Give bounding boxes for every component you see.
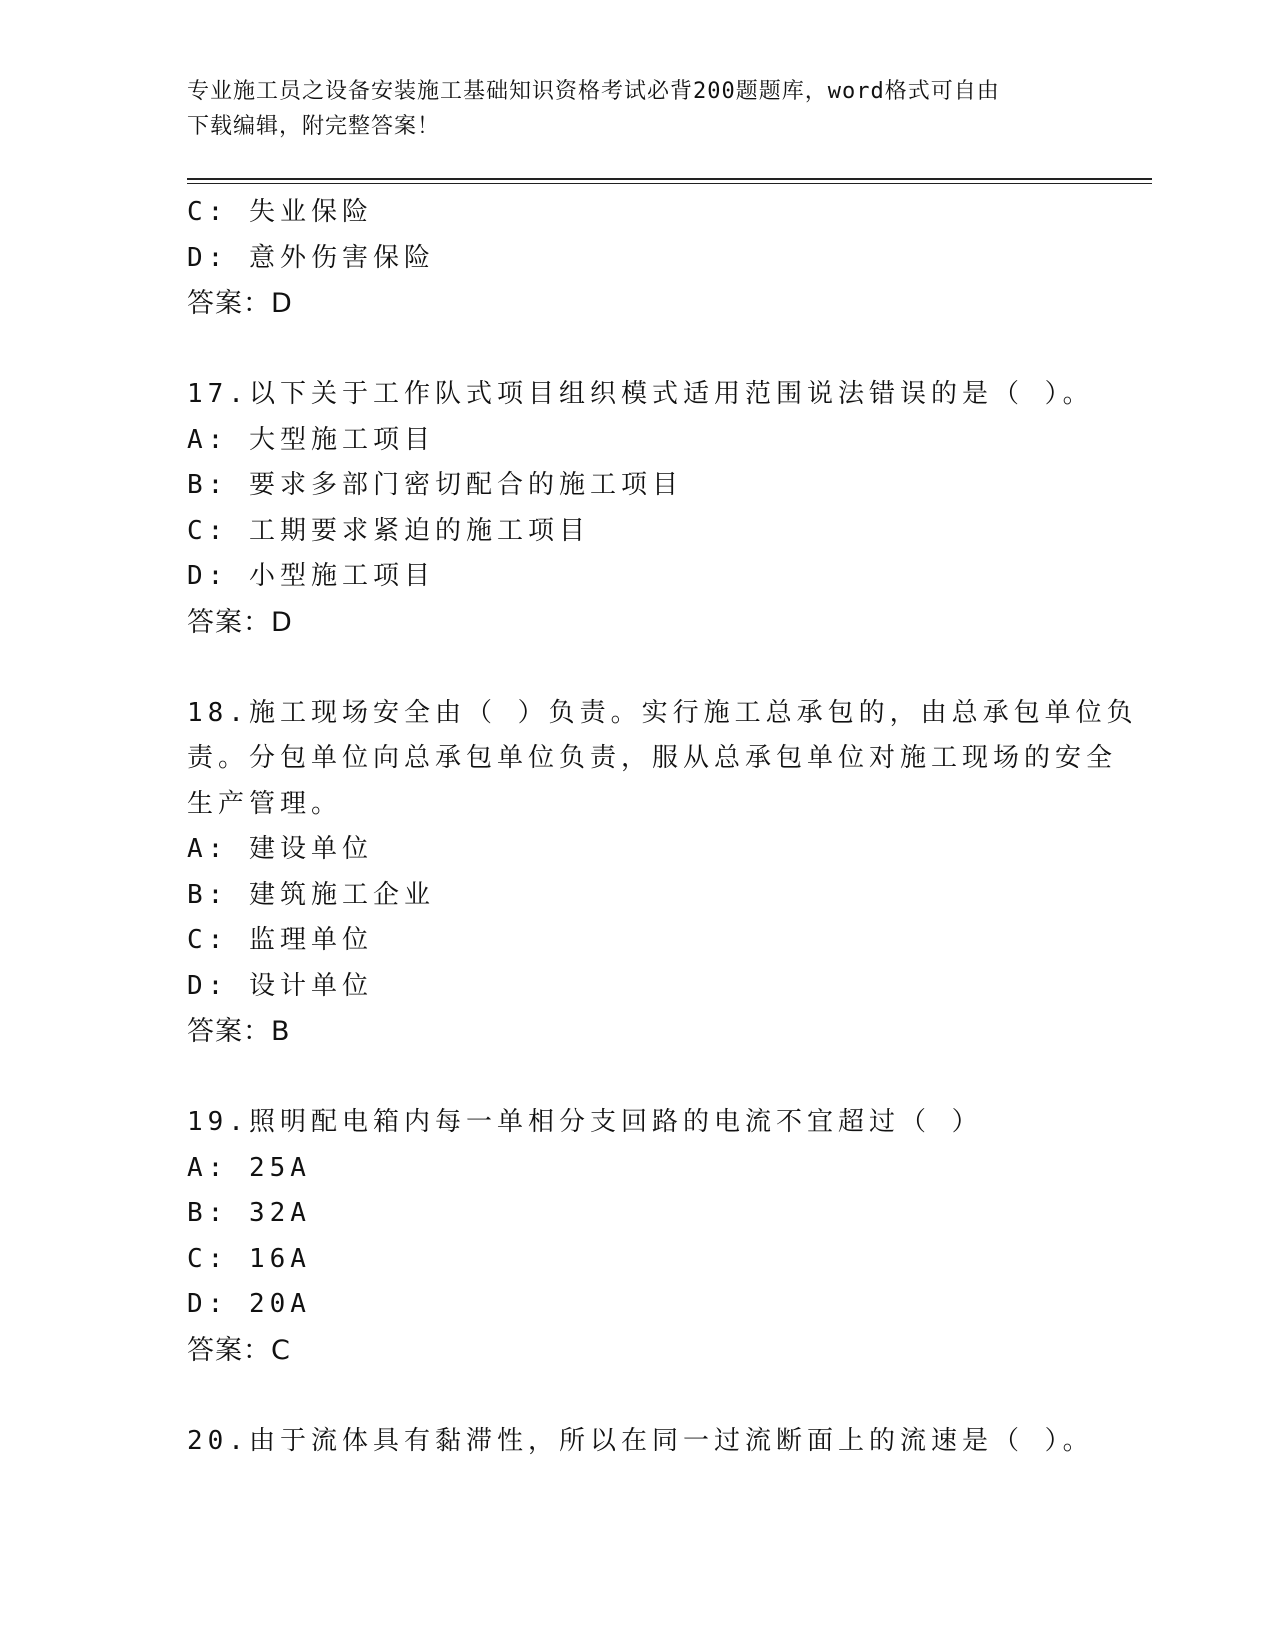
question-stem: 18.施工现场安全由（ ）负责。实行施工总承包的，由总承包单位负	[187, 697, 1138, 728]
option-a: A: 25A	[187, 1152, 311, 1183]
question-20	[187, 1419, 1094, 1465]
continued-question	[187, 190, 1067, 327]
question-stem: 生产管理。	[187, 788, 343, 819]
question-content	[187, 190, 1138, 1464]
option-c: C: 16A	[187, 1243, 311, 1274]
spacer	[187, 1055, 1067, 1101]
option-b: B: 要求多部门密切配合的施工项目	[187, 470, 683, 500]
spacer	[187, 327, 1067, 373]
question-stem: 17.以下关于工作队式项目组织模式适用范围说法错误的是（ ）。	[187, 379, 1094, 409]
header-line-2: 下载编辑，附完整答案！	[187, 114, 441, 139]
spacer	[187, 1373, 1067, 1419]
option-c: C: 监理单位	[187, 925, 373, 955]
option-a: A: 建设单位	[187, 834, 373, 864]
header-line-1: 专业施工员之设备安装施工基础知识资格考试必背200题题库，word格式可自由	[187, 79, 1000, 104]
option-c: C: 失业保险	[187, 197, 373, 227]
option-d: D: 设计单位	[187, 970, 373, 1001]
option-c: C: 工期要求紧迫的施工项目	[187, 515, 590, 546]
document-header	[187, 74, 1067, 144]
question-stem: 责。分包单位向总承包单位负责，服从总承包单位对施工现场的安全	[187, 743, 1118, 773]
header-rule-thin	[187, 183, 1152, 184]
question-19	[187, 1100, 1067, 1373]
option-b: B: 32A	[187, 1198, 311, 1228]
option-d: D: 20A	[187, 1289, 311, 1319]
spacer	[187, 645, 1067, 691]
option-d: D: 小型施工项目	[187, 561, 435, 591]
question-stem: 20.由于流体具有黏滞性，所以在同一过流断面上的流速是（ ）。	[187, 1425, 1094, 1456]
option-b: B: 建筑施工企业	[187, 879, 435, 910]
option-d: D: 意外伤害保险	[187, 242, 435, 273]
answer-line: 答案：B	[187, 1016, 291, 1047]
answer-line: 答案：D	[187, 288, 293, 319]
header-rule-thick	[187, 178, 1152, 180]
question-18	[187, 691, 1138, 1055]
question-stem: 19.照明配电箱内每一单相分支回路的电流不宜超过（ ）	[187, 1107, 983, 1137]
option-a: A: 大型施工项目	[187, 424, 435, 455]
answer-line: 答案：D	[187, 606, 293, 638]
question-17	[187, 372, 1094, 645]
answer-line: 答案：C	[187, 1334, 291, 1366]
